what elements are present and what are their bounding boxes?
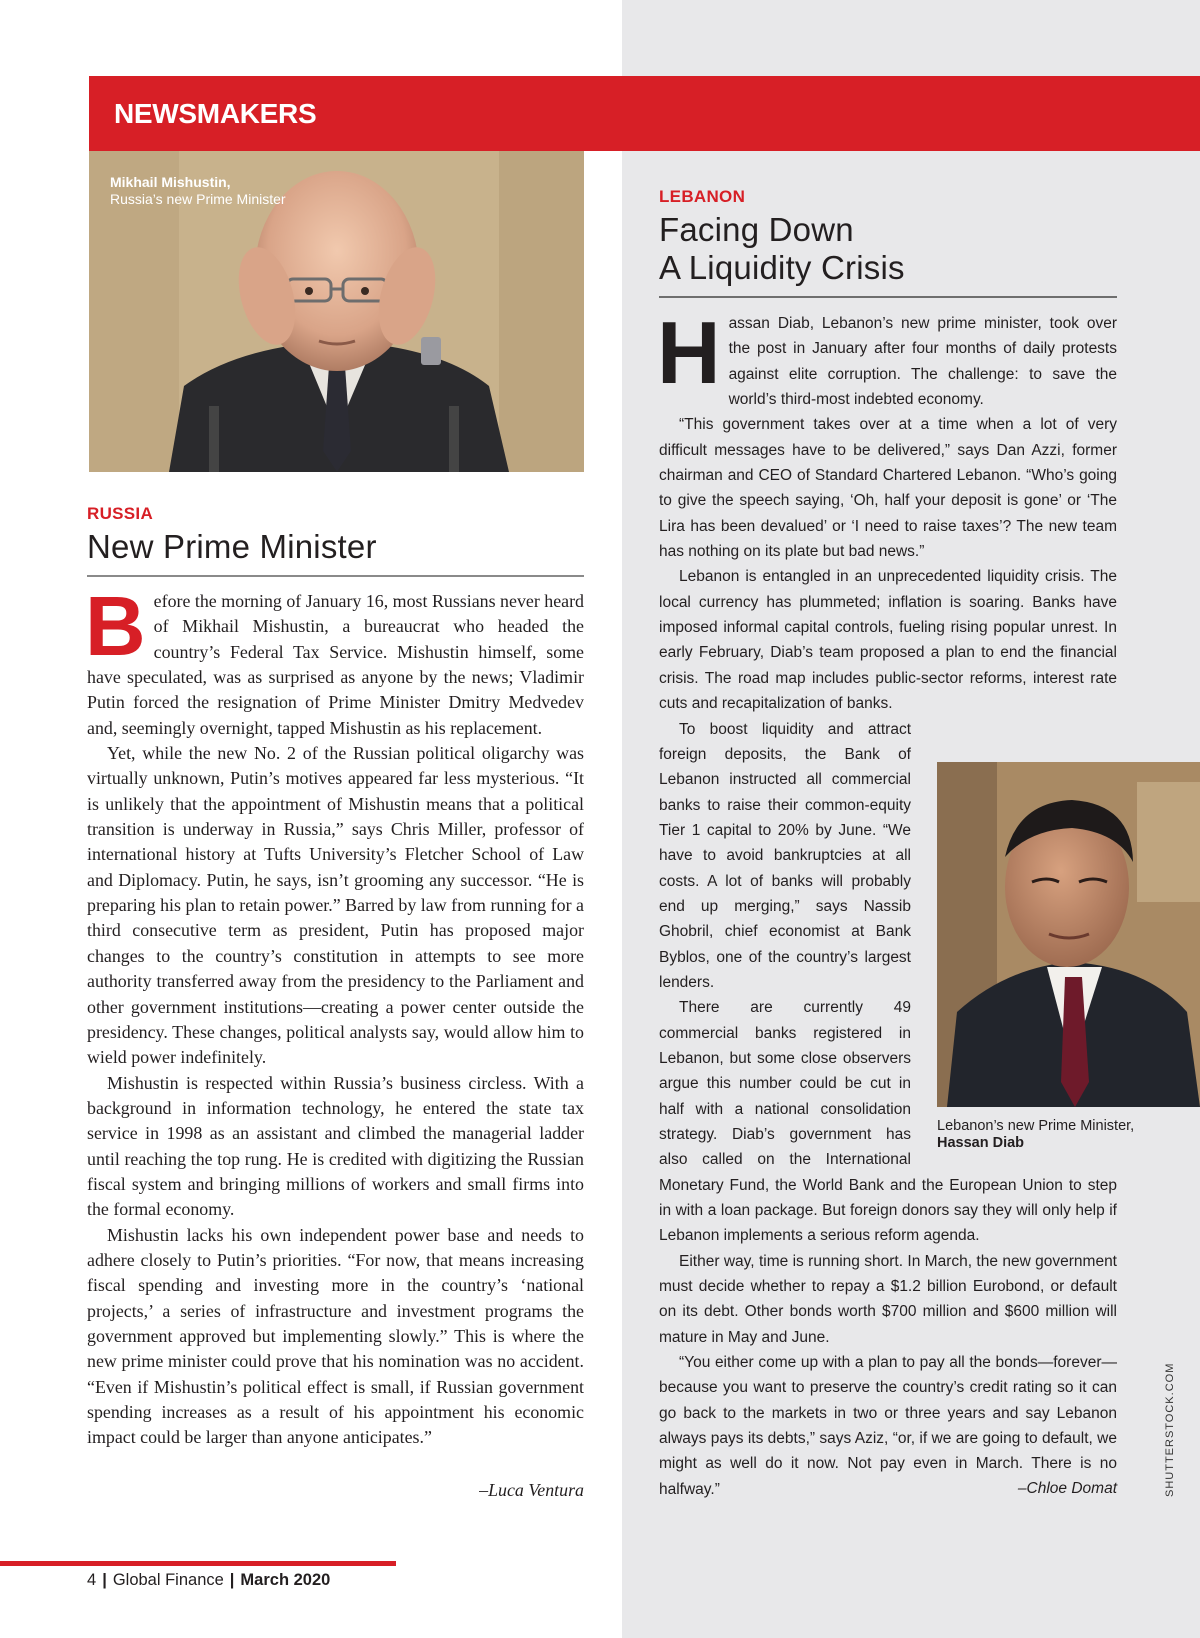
russia-paragraph-text: efore the morning of January 16, most Russians never heard of Mikhail Mishustin, a bureaucrat who headed the country’s Federal Tax Service. Mishustin himself, some have speculated, was as surprised as anyone by the news; Vladimir Putin forced the resignation of Prime Minister Dmitry Medvedev and, seemingly overnight, tapped Mishustin as his replacement. [87, 591, 584, 738]
lebanon-headline-line: A Liquidity Crisis [659, 249, 905, 286]
page-number: 4 [87, 1571, 97, 1589]
russia-paragraph: Mishustin is respected within Russia’s business circless. With a background in information technology, he entered the state tax service in 1998 as an assistant and climbed the managerial ladder until reaching the top rung. He is credited with digitizing the Russian fiscal system and bringing millions of workers and small firms into the formal economy. [87, 1072, 584, 1220]
lebanon-paragraph: “This government takes over at a time when a lot of very difficult messages have to be delivered,” says Dan Azzi, former chairman and CEO of Standard Chartered Lebanon. “Who’s going to give the speech saying, ‘Oh, half your deposit is gone’ or ‘The Lira has been devalued’ or ‘I need to raise taxes’? The new team has nothing on its plate but bad news.” [659, 416, 1117, 561]
section-title: NEWSMAKERS [114, 98, 317, 129]
lebanon-paragraph: Lebanon is entangled in an unprecedented liquidity crisis. The local currency has plummeted; inflation is soaring. Banks have imposed informal capital controls, fueling rising popular unrest. In early February, Diab’s team proposed a plan to end the financial crisis. The road map includes public-sector reforms, interest rate cuts and recapitalization of banks. [659, 568, 1117, 713]
russia-dropcap: B [85, 579, 146, 673]
russia-kicker: RUSSIA [87, 504, 154, 523]
issue-date: March 2020 [240, 1571, 331, 1589]
lebanon-headline-line: Facing Down [659, 211, 854, 248]
caption-name: Hassan Diab [937, 1135, 1025, 1151]
russia-headline-rule [87, 575, 584, 577]
footer-separator: | [102, 1571, 107, 1589]
publication-name: Global Finance [112, 1571, 224, 1589]
russia-paragraph [85, 579, 584, 741]
footer-separator: | [229, 1571, 235, 1589]
lebanon-paragraph-text: assan Diab, Lebanon’s new prime minister, took over the post in January after four months of daily protests against elite corruption. The challenge: to save the world’s third-most indebted economy. [728, 315, 1117, 409]
lebanon-kicker: LEBANON [659, 187, 746, 206]
caption-role: Lebanon’s new Prime Minister, [937, 1118, 1135, 1134]
lebanon-paragraph: Either way, time is running short. In March, the new government must decide whether to repay a $1.2 billion Eurobond, or default on its debt. Other bonds worth $700 million and $600 million will mature in May and June. [659, 1252, 1117, 1346]
lebanon-paragraph: There are currently 49 commercial banks registered in Lebanon, but some close observers argue this number could be cut in half with a national consolidation strategy. Diab’s government has also called on the International Monetary Fund, the World Bank and the European Union to step in with a loan package. But foreign donors say they will only help if Lebanon implements a serious reform agenda. [659, 999, 1117, 1245]
caption-name: Mikhail Mishustin, [110, 174, 231, 190]
russia-byline: –Luca Ventura [479, 1480, 584, 1500]
footer-rule [0, 1561, 396, 1566]
lebanon-headline-rule [659, 296, 1117, 298]
diab-photo-caption [937, 1118, 1177, 1152]
mishustin-photo-caption [110, 174, 300, 208]
russia-paragraph: Yet, while the new No. 2 of the Russian political oligarchy was virtually unknown, Putin’s motives appeared far less mysterious. “It is unlikely that the appointment of Mishustin means that a political transition is underway in Russia,” says Chris Miller, professor of international history at Tufts University’s Fletcher School of Law and Diplomacy. Putin, he says, isn’t grooming any successor. “He is preparing his plan to retain power.” Barred by law from running for a third consecutive term as president, Putin has proposed major changes to the country’s constitution in attempts to see more authority transferred away from the presidency to the Parliament and other government institutions—creating a power center outside the presidency. These changes, political analysts say, would allow him to wield power indefinitely. [87, 743, 584, 1068]
photo-credit: SHUTTERSTOCK.COM [1164, 1362, 1176, 1497]
lebanon-dropcap: H [657, 303, 721, 402]
lebanon-paragraph: “You either come up with a plan to pay all the bonds—forever—because you want to preserve the country’s credit rating so it can go back to the markets in two or three years and say Lebanon always pays its debts,” says Aziz, “or, if we are going to default, we might as well do it now. Not pay even in March. There is no halfway.” [659, 1354, 1117, 1498]
russia-headline: New Prime Minister [87, 528, 377, 565]
lebanon-byline: –Chloe Domat [1017, 1480, 1117, 1497]
lebanon-paragraph-text: To boost liquidity and attract foreign deposits, the Bank of Lebanon instructed all commercial banks to raise their common-equity Tier 1 capital to 20% by June. “We have to avoid bankruptcies at all costs. A lot of banks will probably end up merging,” says Nassib Ghobril, chief economist at Bank Byblos, one of the country’s largest lenders. [659, 720, 911, 991]
diab-portrait-illustration [937, 762, 1200, 1107]
caption-role: Russia’s new Prime Minister [110, 191, 286, 207]
russia-article-body [85, 579, 584, 1451]
lebanon-headline [659, 211, 1119, 287]
lebanon-paragraph [657, 303, 1117, 412]
page-footer [87, 1571, 330, 1590]
diab-photo [937, 762, 1200, 1107]
russia-paragraph: Mishustin lacks his own independent power base and needs to adhere closely to Putin’s priorities. “For now, that means increasing fiscal spending and investing more in the country’s ‘national projects,’ a series of infrastructure and investment programs the government approved but implementing slowly.” This is where the new prime minister could prove that his nomination was no accident. “Even if Mishustin’s political effect is small, if Russian government spending increases as a result of his appointment his economic impact could be larger than anyone anticipates.” [87, 1224, 584, 1448]
